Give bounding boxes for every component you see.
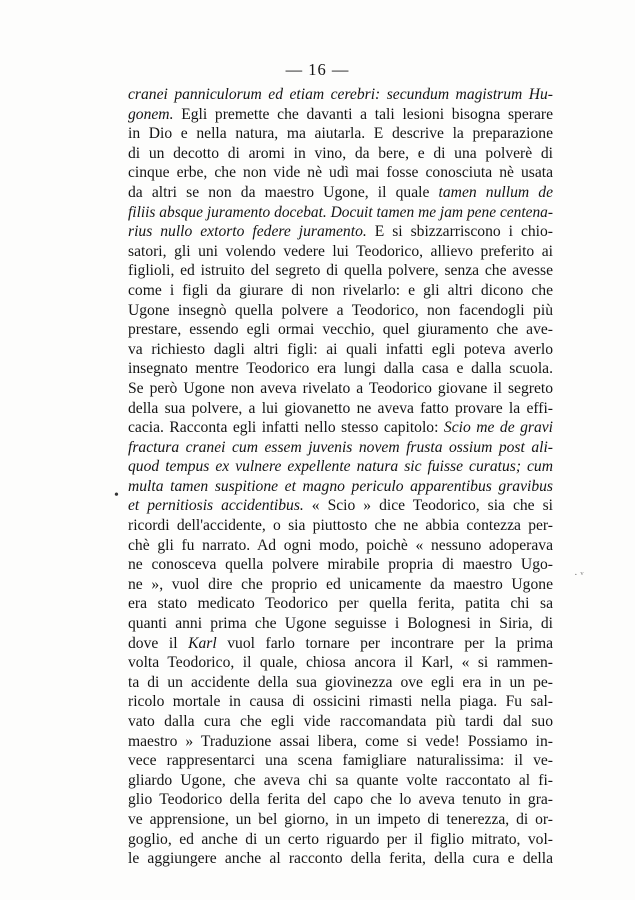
text-line bbox=[128, 516, 553, 536]
text-line bbox=[128, 692, 553, 712]
text-segment: di un decotto di aromi in vino, da bere, e di una polverè di bbox=[128, 144, 553, 162]
margin-stain-mark: · ᵛ bbox=[574, 569, 584, 581]
text-segment: vuol farlo tornare per incontrare per la prima bbox=[216, 634, 554, 652]
text-line bbox=[128, 105, 553, 125]
text-segment: ne », vuol dire che proprio ed unicamente da maestro Ugone bbox=[128, 575, 553, 593]
text-line bbox=[128, 575, 553, 595]
text-line bbox=[128, 594, 553, 614]
text-line bbox=[128, 203, 553, 223]
text-line bbox=[128, 771, 553, 791]
text-segment: ricolo mortale in causa di ossicini rimasti nella piaga. Fu sal- bbox=[128, 693, 553, 711]
italic-latin-phrase: gonem. bbox=[128, 105, 174, 123]
text-line bbox=[128, 183, 553, 203]
text-segment: le aggiungere anche al racconto della ferita, della cura e della bbox=[128, 850, 553, 868]
text-line bbox=[128, 653, 553, 673]
text-segment: era stato medicato Teodorico per quella ferita, patita chi sa bbox=[128, 595, 553, 613]
text-segment: va richiesto dagli altri figli: ai quali infatti egli poteva averlo bbox=[128, 340, 553, 358]
text-segment: come i figli da giurare di non rivelarlo: e gli altri dicono che bbox=[128, 281, 553, 299]
italic-latin-phrase: Karl bbox=[188, 634, 217, 652]
text-segment: goglio, ed anche di un certo riguardo per il figlio mitrato, vol- bbox=[128, 830, 553, 848]
italic-latin-phrase: multa tamen suspitione et magno periculo apparentibus gravibus bbox=[128, 477, 553, 495]
text-line bbox=[128, 144, 553, 164]
text-segment: vato dalla cura che egli vide raccomandata più tardi dal suo bbox=[128, 713, 553, 730]
text-segment: quanti anni prima che Ugone seguisse i Bolognesi in Siria, di bbox=[128, 615, 553, 633]
italic-latin-phrase: rius nullo extorto federe juramento. bbox=[128, 223, 367, 241]
text-line bbox=[128, 732, 553, 752]
text-line bbox=[128, 301, 553, 321]
text-segment: prestare, essendo egli ormai vecchio, quel giuramento che ave- bbox=[128, 321, 553, 339]
text-segment: E si sbizzarriscono i chio- bbox=[366, 223, 553, 241]
italic-latin-phrase: fractura cranei cum essem juvenis novem frusta ossium post ali- bbox=[128, 438, 553, 456]
text-line bbox=[128, 457, 553, 477]
text-line bbox=[128, 163, 553, 183]
italic-latin-phrase: Scio me de gravi bbox=[443, 419, 554, 437]
italic-latin-phrase: filiis absque juramento docebat. Docuit tamen me jam pene centena- bbox=[128, 203, 554, 221]
text-segment: ricordi dell'accidente, o sia piuttosto che ne abbia contezza per- bbox=[128, 517, 553, 535]
text-segment: dove il bbox=[128, 634, 189, 652]
text-segment: volta Teodorico, il quale, chiosa ancora il Karl, « si rammen- bbox=[128, 654, 553, 672]
text-line bbox=[128, 673, 553, 693]
text-line bbox=[128, 614, 553, 634]
text-segment: « Scio » dice Teodorico, sia che si bbox=[303, 497, 553, 515]
text-segment: figlioli, ed istruito del segreto di quella polvere, senza che avesse bbox=[128, 262, 553, 280]
text-segment: maestro » Traduzione assai libera, come si vede! Possiamo in- bbox=[128, 732, 553, 750]
text-line bbox=[128, 712, 553, 732]
text-segment: Egli premette che davanti a tali lesioni bisogna sperare bbox=[173, 105, 553, 123]
text-line bbox=[128, 790, 553, 810]
text-line bbox=[128, 849, 553, 869]
text-segment: gliardo Ugone, che aveva chi sa quante volte raccontato al fi- bbox=[128, 771, 553, 789]
italic-latin-phrase: cranei panniculorum ed etiam cerebri: secundum magistrum Hu- bbox=[128, 86, 553, 103]
text-segment: Ugone insegnò quella polvere a Teodorico, non facendogli più bbox=[128, 301, 553, 319]
text-segment: Se però Ugone non aveva rivelato a Teodorico giovane il segreto bbox=[128, 379, 553, 397]
text-segment: vece rappresentarci una scena famigliare naturalissima: il ve- bbox=[128, 752, 553, 770]
text-line bbox=[128, 399, 553, 419]
text-segment: cinque erbe, che non vide nè udì mai fosse conosciuta nè usata bbox=[128, 164, 553, 182]
italic-latin-phrase: tamen nullum de bbox=[438, 183, 553, 201]
text-line bbox=[128, 124, 553, 144]
page-number: — 16 — bbox=[285, 60, 350, 79]
text-segment: satori, gli uni volendo vedere lui Teodorico, allievo preferito ai bbox=[128, 242, 553, 260]
text-line bbox=[128, 281, 553, 301]
text-line bbox=[128, 340, 553, 360]
text-line bbox=[128, 810, 553, 830]
text-line bbox=[128, 418, 553, 438]
text-segment: chè gli fu narrato. Ad ogni modo, poichè « nessuno adoperava bbox=[128, 536, 553, 554]
text-line bbox=[128, 261, 553, 281]
text-line bbox=[128, 359, 553, 379]
text-segment: ve apprensione, un bel giorno, in un impeto di tenerezza, di or- bbox=[128, 810, 553, 828]
text-segment: ne conosceva quella polvere mirabile propria di maestro Ugo- bbox=[128, 556, 553, 574]
text-line bbox=[128, 496, 553, 516]
italic-latin-phrase: quod tempus ex vulnere expellente natura sic fuisse curatus; cum bbox=[128, 458, 553, 476]
text-line bbox=[128, 222, 553, 242]
text-line bbox=[128, 634, 553, 654]
text-segment: cacia. Racconta egli infatti nello stesso capitolo: bbox=[128, 419, 444, 437]
text-line bbox=[128, 379, 553, 399]
text-segment: della sua polvere, a lui giovanetto ne aveva fatto provare la effi- bbox=[128, 399, 553, 417]
text-line bbox=[128, 830, 553, 850]
text-segment: ta di un accidente della sua giovinezza ove egli era in un pe- bbox=[128, 673, 553, 691]
text-line bbox=[128, 85, 553, 105]
text-line bbox=[128, 438, 553, 458]
text-segment: insegnato mentre Teodorico era lungi dalla casa e dalla scuola. bbox=[128, 360, 553, 378]
text-segment: in Dio e nella natura, ma aiutarla. E descrive la preparazione bbox=[128, 125, 553, 143]
text-line bbox=[128, 536, 553, 556]
text-line bbox=[128, 242, 553, 262]
text-line bbox=[128, 320, 553, 340]
text-segment: glio Teodorico della ferita del capo che lo aveva tenuto in gra- bbox=[128, 791, 553, 809]
text-line bbox=[128, 555, 553, 575]
text-line bbox=[128, 751, 553, 771]
margin-dot-mark: • bbox=[114, 488, 119, 503]
text-line bbox=[128, 477, 553, 497]
body-text bbox=[128, 85, 553, 869]
italic-latin-phrase: et pernitiosis accidentibus. bbox=[128, 497, 304, 515]
text-segment: da altri se non da maestro Ugone, il quale bbox=[128, 183, 439, 201]
